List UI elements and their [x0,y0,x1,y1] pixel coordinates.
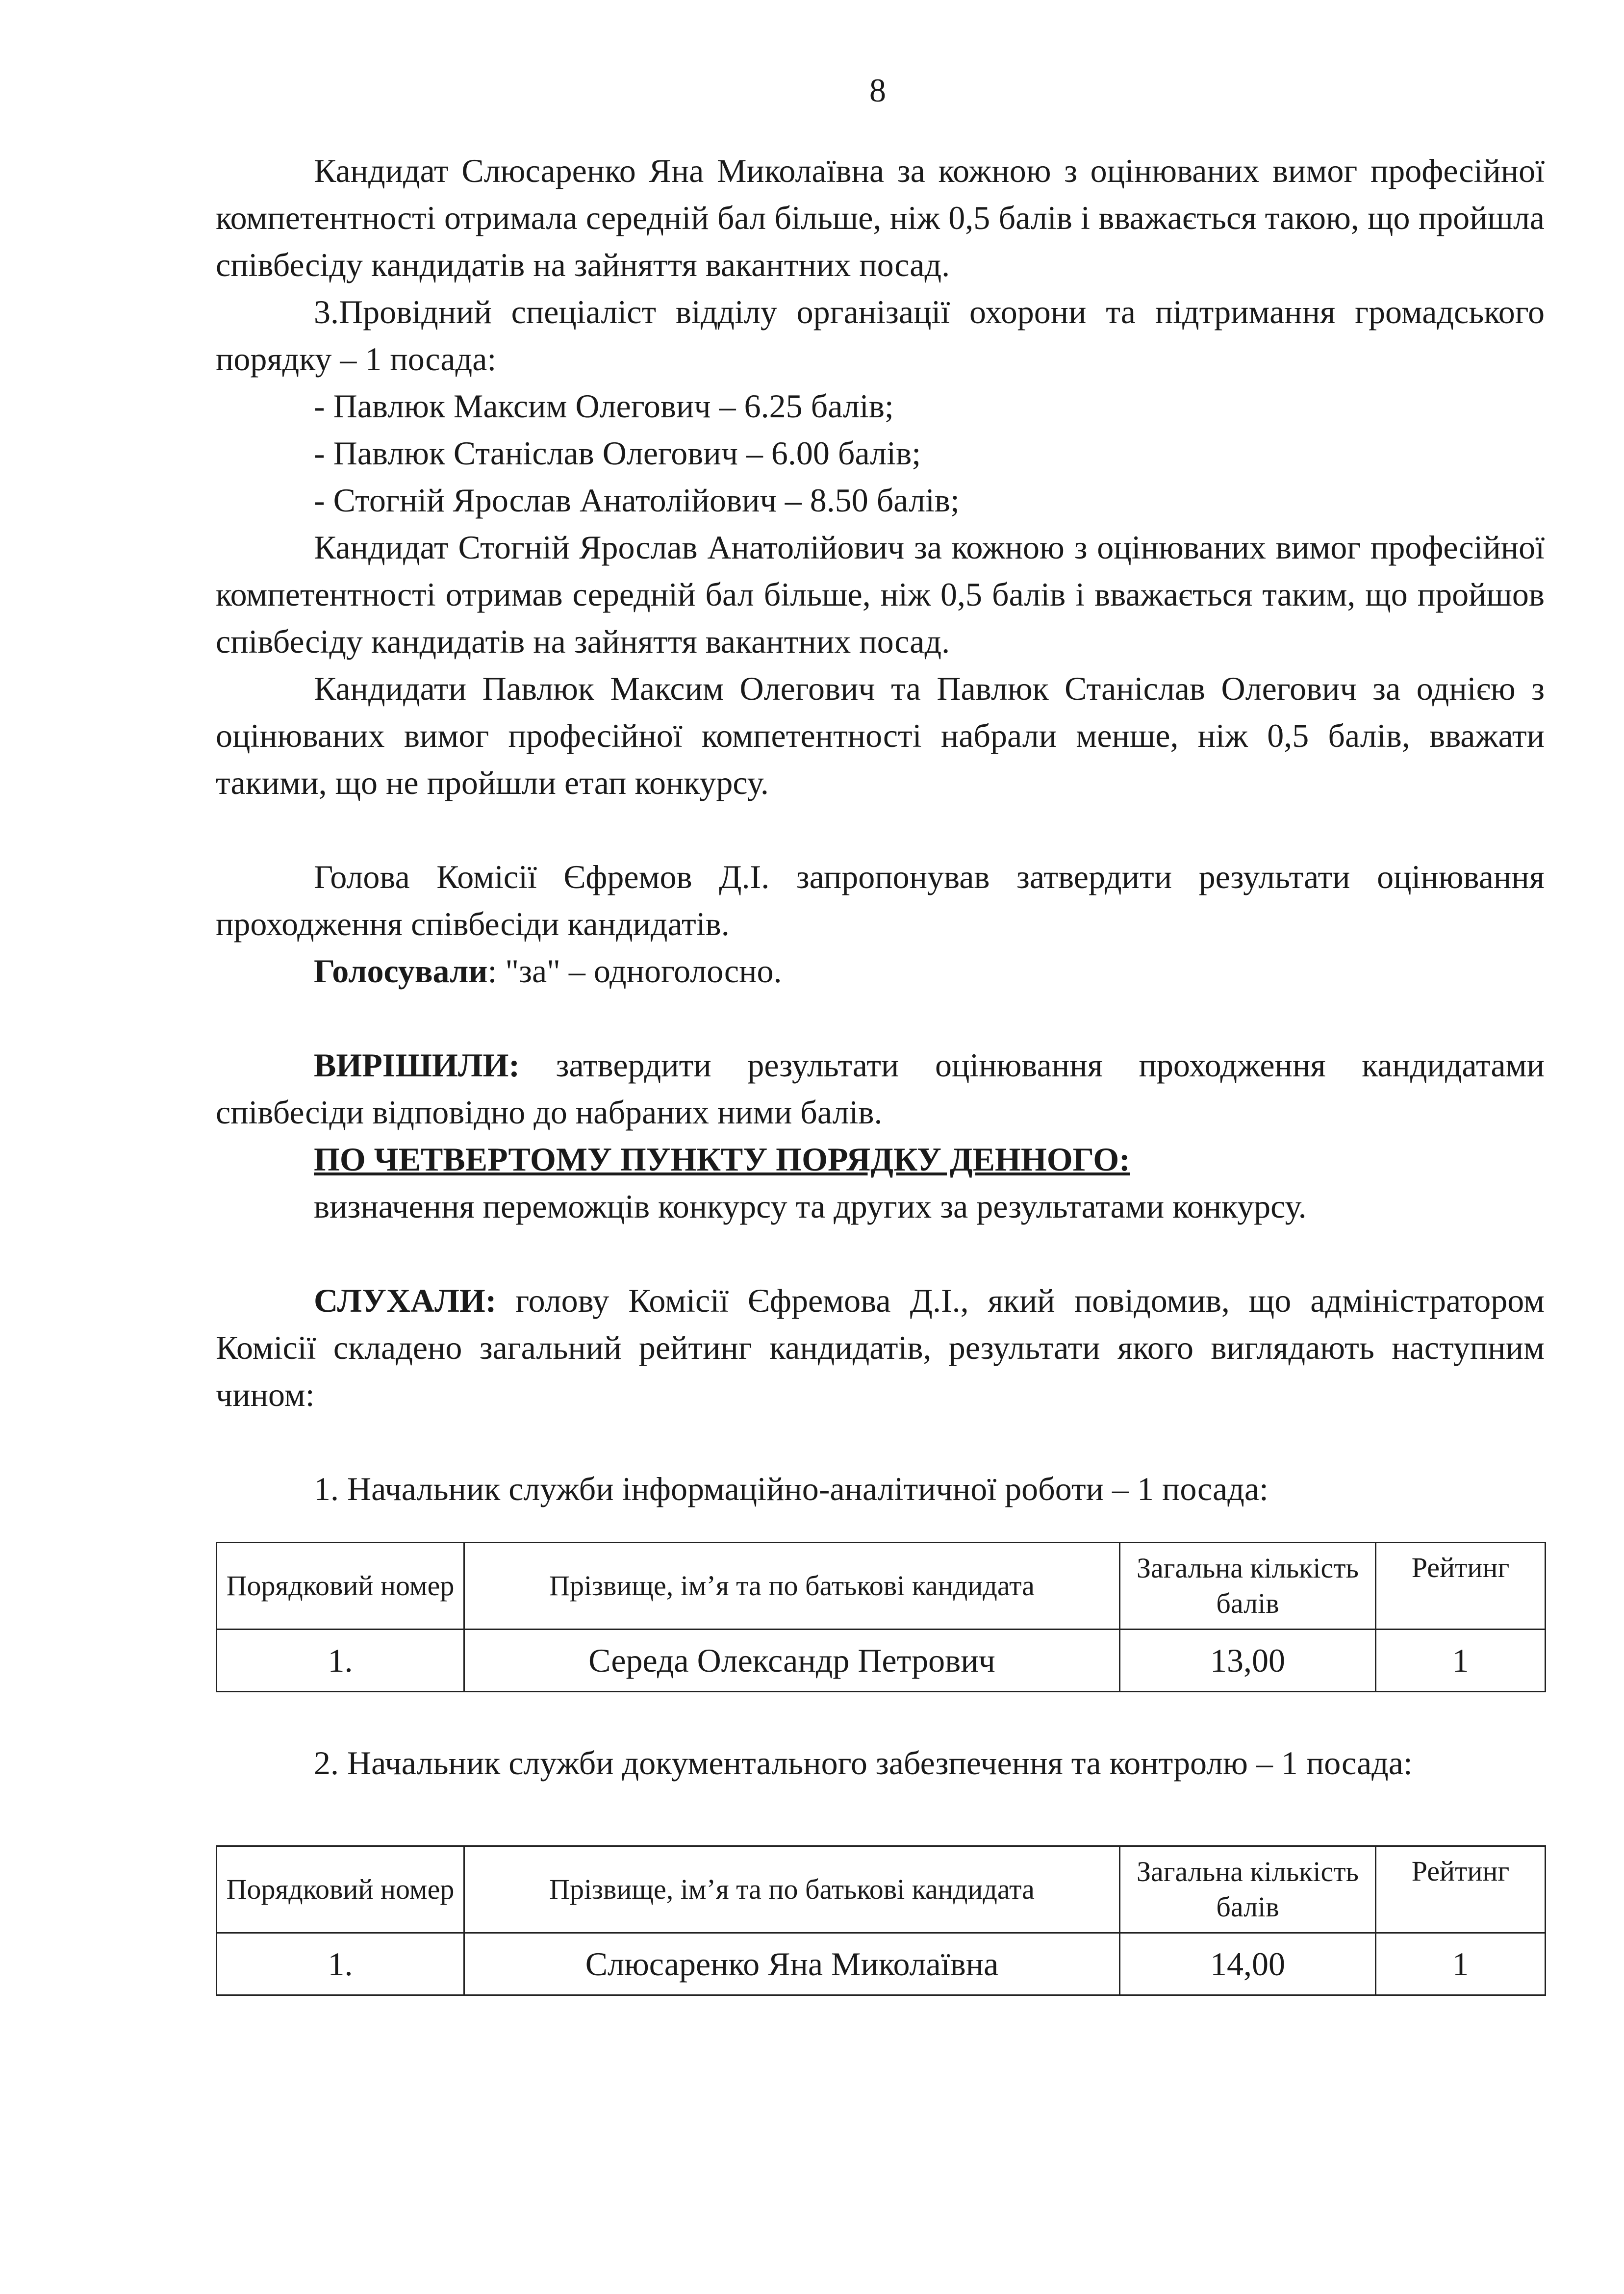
vote-label: Голосували [314,952,488,990]
section-title: ПО ЧЕТВЕРТОМУ ПУНКТУ ПОРЯДКУ ДЕННОГО: [314,1141,1130,1178]
document-body [216,147,1545,1996]
candidate-item: - Павлюк Максим Олегович – 6.25 балів; [314,387,894,425]
decision-label: ВИРІШИЛИ: [314,1046,520,1084]
cell-name: Слюсаренко Яна Миколаївна [464,1933,1120,1995]
candidate-item: - Павлюк Станіслав Олегович – 6.00 балів; [314,434,921,472]
decision-text: затвердити результати оцінювання проходження кандидатами співбесіди відповідно до набраних ними балів. [216,1046,1545,1131]
heard-label: СЛУХАЛИ: [314,1282,497,1319]
vote-line [216,947,1545,994]
table-header-row [217,1543,1546,1630]
cell-rating: 1 [1376,1933,1546,1995]
position-title: 1. Начальник служби інформаційно-аналітичної роботи – 1 посада: [314,1470,1269,1507]
position-title: 2. Начальник служби документального забезпечення та контролю – 1 посада: [314,1744,1413,1782]
page-number: 8 [869,72,886,109]
rating-table [216,1542,1546,1692]
vote-text: : "за" – одноголосно. [487,952,782,990]
candidate-item: - Стогній Ярослав Анатолійович – 8.50 балів; [314,482,960,519]
decision-paragraph [216,1042,1545,1136]
paragraph-position-3: 3.Провідний спеціаліст відділу організації охорони та підтримання громадського порядку – 1 посада: [216,293,1545,378]
header-rating: Рейтинг [1376,1846,1546,1933]
cell-number: 1. [217,1933,464,1995]
header-name: Прізвище, ім’я та по батькові кандидата [464,1846,1120,1933]
paragraph-slyusarenko-result: Кандидат Слюсаренко Яна Миколаївна за кожною з оцінюваних вимог професійної компетентності отримала середній бал більше, ніж 0,5 балів і вважається такою, що пройшла співбесіду кандидатів на зайняття вакантних посад. [216,152,1545,283]
section-subtitle: визначення переможців конкурсу та других за результатами конкурсу. [314,1188,1307,1225]
cell-total: 14,00 [1120,1933,1376,1995]
table-header-row [217,1846,1546,1933]
heard-paragraph [216,1277,1545,1418]
paragraph-stogniy-result: Кандидат Стогній Ярослав Анатолійович за кожною з оцінюваних вимог професійної компетентності отримав середній бал більше, ніж 0,5 балів і вважається таким, що пройшов співбесіду кандидатів на зайняття вакантних посад. [216,529,1545,660]
cell-total: 13,00 [1120,1630,1376,1692]
heard-text: голову Комісії Єфремова Д.І., який повідомив, що адміністратором Комісії складено загальний рейтинг кандидатів, результати якого виглядають наступним чином: [216,1282,1545,1413]
paragraph-pavlyuk-result: Кандидати Павлюк Максим Олегович та Павлюк Станіслав Олегович за однією з оцінюваних вимог професійної компетентності набрали менше, ніж 0,5 балів, вважати такими, що не пройшли етап конкурсу. [216,670,1545,801]
cell-rating: 1 [1376,1630,1546,1692]
header-total: Загальна кількість балів [1120,1543,1376,1630]
header-rating: Рейтинг [1376,1543,1546,1630]
cell-number: 1. [217,1630,464,1692]
header-number: Порядковий номер [217,1543,464,1630]
header-number: Порядковий номер [217,1846,464,1933]
header-name: Прізвище, ім’я та по батькові кандидата [464,1543,1120,1630]
paragraph-proposal: Голова Комісії Єфремов Д.І. запропонував затвердити результати оцінювання проходження співбесіди кандидатів. [216,858,1545,943]
header-total: Загальна кількість балів [1120,1846,1376,1933]
table-row [217,1933,1546,1995]
rating-table [216,1845,1546,1996]
cell-name: Середа Олександр Петрович [464,1630,1120,1692]
table-row [217,1630,1546,1692]
